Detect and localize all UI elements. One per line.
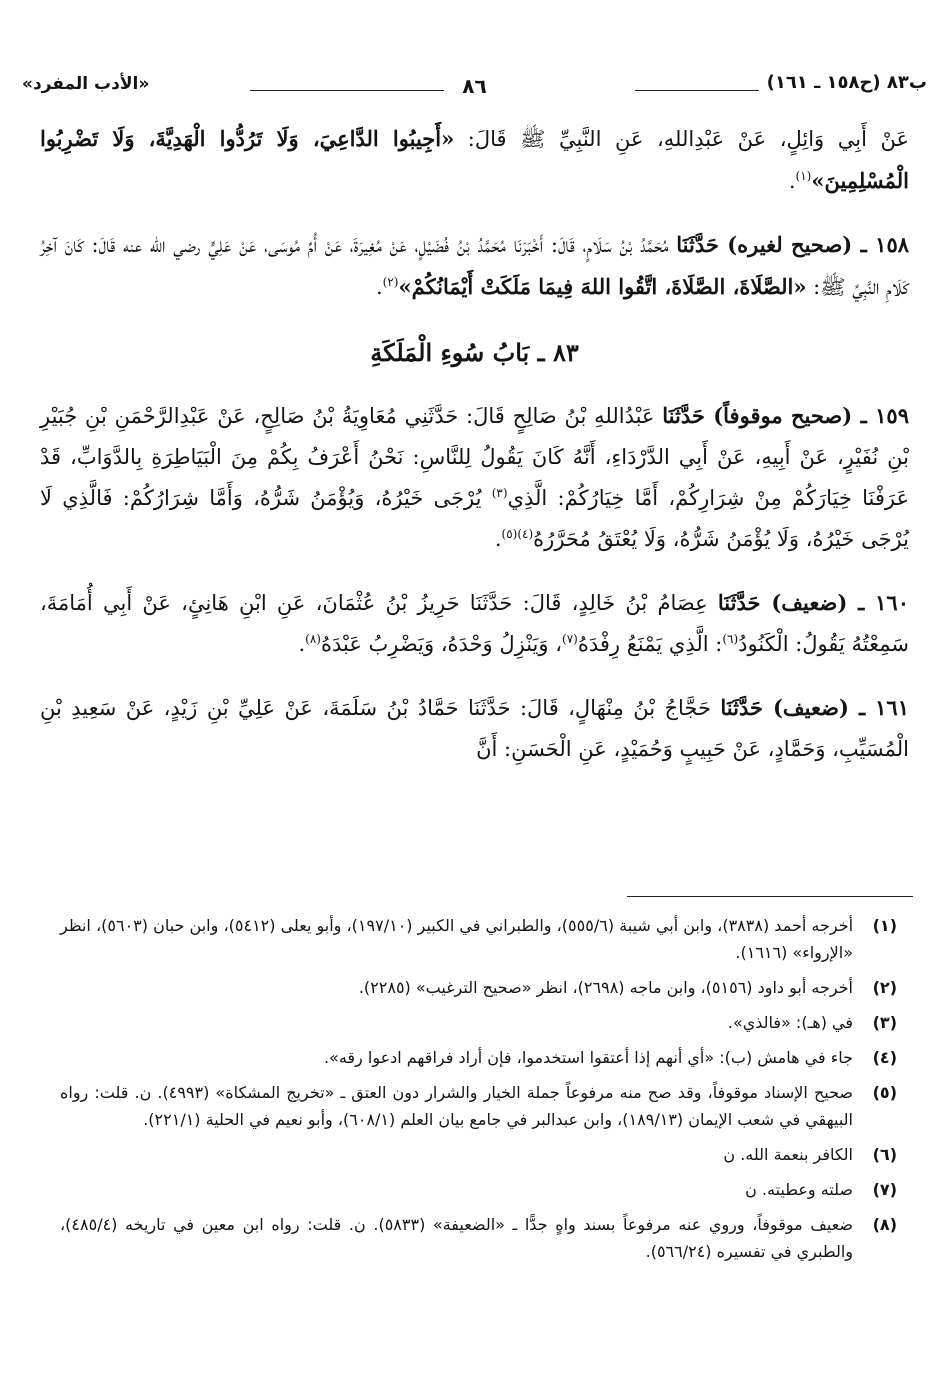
hadith-range: ب٨٣ (ح١٥٨ ـ ١٦١) <box>766 72 927 93</box>
page-header <box>22 70 927 104</box>
footnote-number: (٦) <box>872 1145 897 1164</box>
footnote-text: صلته وعطيته. ن <box>745 1180 853 1199</box>
header-rule-right <box>635 90 759 91</box>
footnote-number: (١) <box>872 916 897 935</box>
footnote <box>60 1009 897 1036</box>
footnote-text: صحيح الإسناد موقوفاً، وقد صح منه مرفوعاً جملة الخيار والشرار دون العتق ـ «تخريج المشكاة» (٤٩٩٣). ن. قلت: رواه البيهقي في شعب الإيمان (١٨٩/١٣)، وابن عبدالبر في جامع بيان العلم (٦٠٨/١)، وأبو نعيم في الحلية (٢٢١/١). <box>60 1083 854 1129</box>
footnote <box>60 974 897 1001</box>
hadith-160-text: عِصَامُ بْنُ خَالِدٍ، قَالَ: حَدَّثَنَا حَرِيزُ بْنُ عُثْمَانَ، عَنِ ابْنِ هَانِئٍ، عَنْ أَبِي أُمَامَةَ، سَمِعْتُهُ يَقُولُ: الْكَنُودُ <box>40 591 909 656</box>
hadith-161 <box>40 687 909 770</box>
footnote-text: ضعيف موقوفاً، وروي عنه مرفوعاً بسند واهٍ جدًّا ـ «الضعيفة» (٥٨٣٣). ن. قلت: رواه ابن معين في تاريخه (٤٨٥/٤)، والطبري في تفسيره (٥٦٦/٢٤). <box>60 1215 853 1261</box>
footnote <box>60 912 897 966</box>
main-text <box>40 118 909 792</box>
hadith-157-chain: عَنْ أَبِي وَائِلٍ، عَنْ عَبْدِاللهِ، عَنِ النَّبِيِّ ﷺ قَالَ: <box>454 127 909 151</box>
footnote <box>60 1079 897 1133</box>
footnote-text: جاء في هامش (ب): «أي أنهم إذا أعتقوا استخدموا، فإن أراد فراقهم ادعوا رقه». <box>323 1048 853 1067</box>
hadith-159-grade: ١٥٩ ـ (صحيح موقوفاً) حَدَّثَنَا <box>662 403 909 428</box>
hadith-157-continuation: عَنْ أَبِي وَائِلٍ، عَنْ عَبْدِاللهِ، عَنِ النَّبِيِّ ﷺ قَالَ: «أَجِيبُوا الدَّاعِيَ، وَلَا تَرُدُّوا الْهَدِيَّةَ، وَلَا تَضْرِبُوا الْمُسْلِمِينَ»$^{(١)}$. <box>40 126 909 193</box>
footnote-divider <box>627 896 913 897</box>
footnote-ref: (٣) <box>491 486 508 500</box>
hadith-158-grade: ١٥٨ ـ (صحيح لغيره) حَدَّثَنَا <box>676 232 910 257</box>
footnote-number: (٤) <box>872 1048 897 1067</box>
footnote-text: في (هـ): «فالذي». <box>727 1013 853 1032</box>
footnote-number: (٥) <box>872 1083 897 1102</box>
hadith-158-matn: «الصَّلَاةَ، الصَّلَاةَ، اتَّقُوا اللهَ فِيمَا مَلَكَتْ أَيْمَانُكُمْ» <box>398 274 807 299</box>
footnote-number: (٧) <box>872 1180 897 1199</box>
footnote-ref: (٦) <box>722 632 739 646</box>
hadith-160: ١٦٠ ـ (ضعيف) حَدَّثَنَا عِصَامُ بْنُ خَالِدٍ، قَالَ: حَدَّثَنَا حَرِيزُ بْنُ عُثْمَانَ، عَنِ ابْنِ هَانِئٍ، عَنْ أَبِي أُمَامَةَ، سَمِعْتُهُ يَقُولُ: الْكَنُودُ$^{(٦)}$: الَّذِي يَمْنَعُ رِفْدَهُ$^{(٧)}$، وَيَنْزِلُ وَحْدَهُ، وَيَضْرِبُ عَبْدَهُ$^{(٨)}$. <box>40 590 909 656</box>
footnote-ref: (٤)(٥) <box>501 527 534 541</box>
footnote <box>60 1044 897 1071</box>
book-title: «الأدب المفرد» <box>22 74 150 94</box>
footnote-number: (٢) <box>872 978 897 997</box>
header-rule-left <box>250 90 444 91</box>
footnote-ref: (٧) <box>562 632 578 646</box>
footnote-text: أخرجه أحمد (٣٨٣٨)، وابن أبي شيبة (٥٥٥/٦)، والطبراني في الكبير (١٩٧/١٠)، وأبو يعلى (٥٤١٢)، وابن حبان (٥٦٠٣)، انظر «الإرواء» (١٦١٦). <box>60 916 854 962</box>
footnote-number: (٨) <box>872 1215 897 1234</box>
hadith-161-text: حَجَّاجُ بْنُ مِنْهَالٍ، قَالَ: حَدَّثَنَا حَمَّادُ بْنُ سَلَمَةَ، عَنْ عَلِيِّ بْنِ زَيْدٍ، عَنْ سَعِيدِ بْنِ الْمُسَيِّبِ، وَحَمَّادٍ، عَنْ حَبِيبٍ وَحُمَيْدٍ، عَنِ الْحَسَنِ: أَنَّ <box>40 696 909 761</box>
hadith-159: ١٥٩ ـ (صحيح موقوفاً) حَدَّثَنَا عَبْدُاللهِ بْنُ صَالِحٍ قَالَ: حَدَّثَنِي مُعَاوِيَةُ بْنُ صَالِحٍ، عَنْ عَبْدِالرَّحْمَنِ بْنِ جُبَيْرِ بْنِ نُفَيْرٍ، عَنْ أَبِيهِ، عَنْ أَبِي الدَّرْدَاءِ، أَنَّهُ كَانَ يَقُولُ لِلنَّاسِ: نَحْنُ أَعْرَفُ بِكُمْ مِنَ الْبَيَاطِرَةِ بِالدَّوَابِّ، قَدْ عَرَفْنَا خِيَارَكُمْ مِنْ شِرَارِكُمْ، أَمَّا خِيَارُكُمْ: الَّذِي$^{(٣)}$ يُرْجَى خَيْرُهُ، وَيُؤْمَنُ شَرُّهُ، وَأَمَّا شِرَارُكُمْ: فَالَّذِي لَا يُرْجَى خَيْرُهُ، وَلَا يُؤْمَنُ شَرُّهُ، وَلَا يُعْتَقُ مُحَرَّرُهُ$^{(٤)(٥)}$. <box>40 403 910 551</box>
footnote-text: الكافر بنعمة الله. ن <box>723 1145 853 1164</box>
hadith-157-matn: «أَجِيبُوا الدَّاعِيَ، وَلَا تَرُدُّوا الْهَدِيَّةَ، وَلَا تَضْرِبُوا الْمُسْلِمِينَ» <box>40 126 909 193</box>
hadith-159-text: عَبْدُاللهِ بْنُ صَالِحٍ قَالَ: حَدَّثَنِي مُعَاوِيَةُ بْنُ صَالِحٍ، عَنْ عَبْدِالرَّحْمَنِ بْنِ جُبَيْرِ بْنِ نُفَيْرٍ، عَنْ أَبِيهِ، عَنْ أَبِي الدَّرْدَاءِ، أَنَّهُ كَانَ يَقُولُ لِلنَّاسِ: نَحْنُ أَعْرَفُ بِكُمْ مِنَ الْبَيَاطِرَةِ بِالدَّوَابِّ، قَدْ عَرَفْنَا خِيَارَكُمْ مِنْ شِرَارِكُمْ، أَمَّا خِيَارُكُمْ: الَّذِي <box>40 404 910 510</box>
footnote <box>60 1176 897 1203</box>
footnote-ref: (٢) <box>382 275 399 289</box>
footnote <box>60 1211 897 1265</box>
hadith-160-text-2: : الَّذِي يَمْنَعُ رِفْدَهُ <box>577 632 723 656</box>
footnote-ref: (٨) <box>305 632 321 646</box>
footnotes <box>60 912 897 1273</box>
chapter-title: ٨٣ ـ بَابُ سُوءِ الْمَلَكَةِ <box>370 338 579 367</box>
footnote <box>60 1141 897 1168</box>
page-number: ٨٦ <box>462 74 487 98</box>
hadith-158: ١٥٨ ـ (صحيح لغيره) حَدَّثَنَا مُحَمَّدُ بْنُ سَلَامٍ، قَالَ: أَخْبَرَنَا مُحَمَّدُ بْنُ فُضَيْلٍ، عَنْ مُغِيرَةَ، عَنْ أُمِّ مُوسَى، عَنْ عَلِيٍّ رضي الله عنه قَالَ: كَانَ آخِرُ كَلَامِ النَّبِيِّ ﷺ: «الصَّلَاةَ، الصَّلَاةَ، اتَّقُوا اللهَ فِيمَا مَلَكَتْ أَيْمَانُكُمْ»$^{(٢)}$. <box>40 232 910 299</box>
hadith-159-text-2: يُرْجَى خَيْرُهُ، وَيُؤْمَنُ شَرُّهُ، وَأَمَّا شِرَارُكُمْ: فَالَّذِي لَا يُرْجَى خَيْرُهُ، وَلَا يُؤْمَنُ شَرُّهُ، وَلَا يُعْتَقُ مُحَرَّرُهُ <box>40 486 909 551</box>
footnote-text: أخرجه أبو داود (٥١٥٦)، وابن ماجه (٢٦٩٨)، انظر «صحيح الترغيب» (٢٢٨٥). <box>358 978 853 997</box>
footnote-ref: (١) <box>795 169 812 183</box>
hadith-161-grade: ١٦١ ـ (ضعيف) حَدَّثَنَا <box>720 695 909 720</box>
footnote-number: (٣) <box>872 1013 897 1032</box>
hadith-160-text-3: ، وَيَنْزِلُ وَحْدَهُ، وَيَضْرِبُ عَبْدَهُ <box>320 632 562 656</box>
hadith-160-grade: ١٦٠ ـ (ضعيف) حَدَّثَنَا <box>717 590 909 615</box>
hadith-158-chain: مُحَمَّدُ بْنُ سَلَامٍ، قَالَ: أَخْبَرَنَا مُحَمَّدُ بْنُ فُضَيْلٍ، عَنْ مُغِيرَةَ، عَنْ أُمِّ مُوسَى، عَنْ عَلِيٍّ رضي الله عنه قَالَ: كَانَ آخِرُ كَلَامِ النَّبِيِّ ﷺ: <box>40 233 909 299</box>
